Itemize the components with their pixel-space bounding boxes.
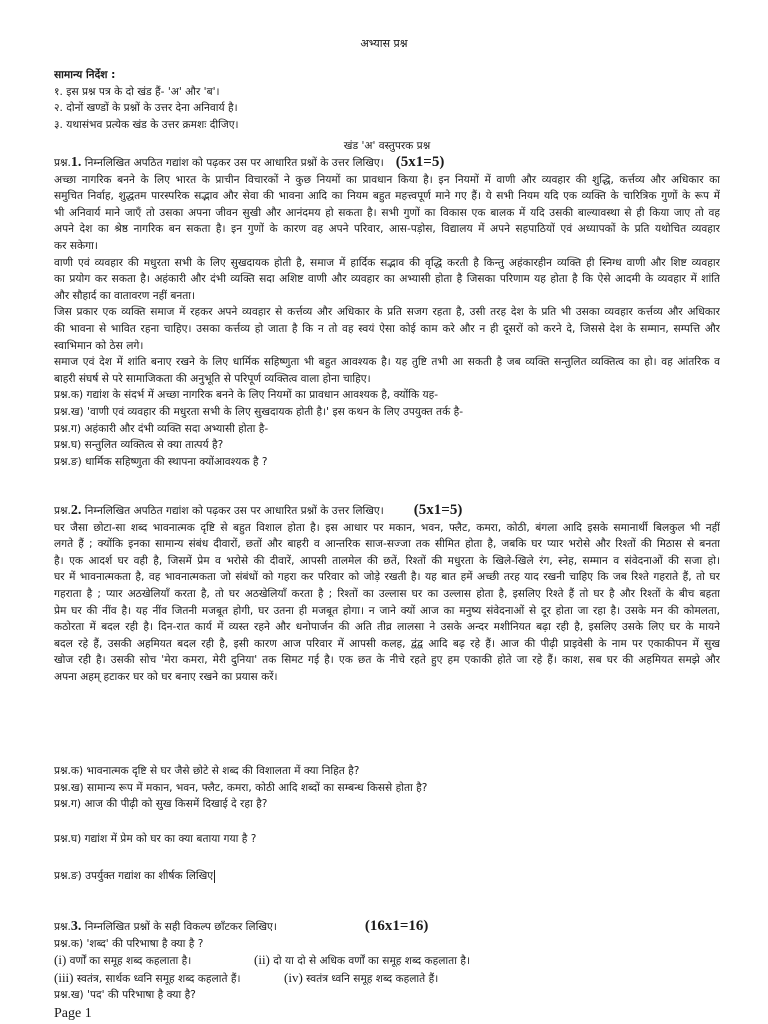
question-prefix: प्रश्न. <box>54 505 71 517</box>
general-instructions <box>54 67 720 133</box>
question-3-heading <box>54 918 720 936</box>
passage-line: समुचित निर्वाह, शुद्धतम पारस्परिक सद्भाव और सेवा की भावना आदि का नियम बहुत महत्त्वपूर्ण माने गए हैं। ये सभी नियम यदि एक व्यक्ति के चारित्रिक गुणों के रूप में <box>54 190 720 203</box>
passage-line: घर में भावनात्मकता है, वह भावनात्मकता जो संबंधों को गहरा कर परिवार को जोड़े रखती है। यह बात हमें अच्छी तरह याद रखनी चाहिए कि जब रिश्ते गहराते हैं, तो घर <box>54 571 720 584</box>
question-text: निम्नलिखित अपठित गद्यांश को पढ़कर उस पर आधारित प्रश्नों के उत्तर लिखिए। <box>81 157 384 169</box>
question-1 <box>54 154 720 470</box>
option-item <box>54 952 254 970</box>
question-text: निम्नलिखित प्रश्नों के सही विकल्प छाँटकर लिखिए। <box>81 921 277 933</box>
sub-question: प्रश्न.ग) आज की पीढ़ी को सुख किसमें दिखाई दे रहा है? <box>54 798 268 811</box>
passage-line: गहराता है ; प्यार अठखेलियाँ करता है, तो घर अठखेलियाँ करता है ; रिश्तों का उल्लास घर का उल्लास होता है, इसलिए रिश्ते हैं तो घर है और रिश्तों के बीच बहता <box>54 587 720 600</box>
option-item <box>284 970 438 988</box>
sub-question: प्रश्न.ख) 'वाणी एवं व्यवहार की मधुरता सभी के लिए सुखदायक होती है।' इस कथन के लिए उपयुक्त तर्क है- <box>54 405 464 418</box>
question-number: 1. <box>70 155 82 170</box>
option-label: (i) <box>54 952 67 968</box>
sub-question: प्रश्न.ख) सामान्य रूप में मकान, भवन, फ्लैट, कमरा, कोठी आदि शब्दों का सम्बन्ध किससे होता है? <box>54 781 428 794</box>
section-a-heading: खंड 'अ' वस्तुपरक प्रश्न <box>343 140 431 152</box>
option-label: (iv) <box>284 969 303 985</box>
option-text: स्वतंत्र ध्वनि समूह शब्द कहलाते हैं। <box>302 972 439 985</box>
passage-line: घर जैसा छोटा-सा शब्द भावनात्मक दृष्टि से बहुत विशाल होता है। इस आधार पर मकान, भवन, फ्लैट, कमरा, कोठी, बंगला आदि इसके समानार्थी बिलकुल भी नहीं <box>54 521 720 534</box>
option-label: (iii) <box>54 969 74 985</box>
option-item <box>254 952 470 970</box>
question-3 <box>54 918 720 1004</box>
sub-question: प्रश्न.ख) 'पद' की परिभाषा है क्या है? <box>54 989 196 1002</box>
passage-line: प्रेम घर की नींव है। यह नींव जितनी मजबूत होगी, घर उतना ही मजबूत होगा। न जाने क्यों आज का मनुष्य संवेदनाओं से दूर होता जा रहा है। उसके मन की कोमलता, <box>54 604 720 617</box>
sub-question: प्रश्न.क) भावनात्मक दृष्टि से घर जैसे छोटे से शब्द की विशालता में क्या निहित है? <box>54 765 360 777</box>
question-text: निम्नलिखित अपठित गद्यांश को पढ़कर उस पर आधारित प्रश्नों के उत्तर लिखिए। <box>81 505 384 517</box>
instruction-item: २. दोनों खण्डों के प्रश्नों के उत्तर देना अनिवार्य है। <box>54 102 238 115</box>
passage-line: कठोरता में बदल रही है। दिन-रात कार्य में व्यस्त रहने और धनोपार्जन की अति तीव्र लालसा ने उसके अन्दर मशीनियत बढ़ा रही है, इसलिए उसके लिए घर के मायने <box>54 621 720 634</box>
option-label: (ii) <box>254 952 270 968</box>
general-instructions-heading: सामान्य निर्देश : <box>54 69 116 81</box>
passage-line: अपना अहम् हटाकर घर को घर बनाए रखने का प्रयास करें। <box>54 670 278 683</box>
sub-question: प्रश्न.क) गद्यांश के संदर्भ में अच्छा नागरिक बनने के लिए नियमों का प्रावधान आवश्यक है, क्योंकि यह- <box>54 389 439 402</box>
passage-line: और सौहार्द का वातावरण नहीं बनता। <box>54 289 196 302</box>
question-number: 3. <box>70 919 82 934</box>
option-text: वर्णों का समूह शब्द कहलाता है। <box>66 955 192 968</box>
passage-line: का प्रयोग कर सकता है। अहंकारी और दंभी व्यक्ति सदा अशिष्ट वाणी और व्यवहार का अभ्यासी होता है जिसका परिणाम यह होता है कि ऐसे आदमी के व्यवहार में शांति <box>54 273 720 286</box>
title-question <box>54 868 720 885</box>
passage-line: अपने देश का श्रेष्ठ नागरिक बन सकता है। इन गुणों के कारण वह अपने परिवार, आस-पड़ोस, विद्यालय में अपने सहपाठियों एवं अध्यापकों के प्रति यथोचित व्यवहार <box>54 223 720 236</box>
text-cursor <box>214 870 215 883</box>
sub-question: प्रश्न.ङ) उपर्युक्त गद्यांश का शीर्षक लिखिए <box>54 870 214 882</box>
passage-line: समाज एवं देश में शांति बनाए रखने के लिए धार्मिक सहिष्णुता भी बहुत आवश्यक है। यह तुष्टि तभी आ सकती है जब व्यक्ति सन्तुलित व्यक्तित्व का हो। वह आंतरिक व <box>54 356 720 369</box>
option-row <box>54 970 720 988</box>
passage-line: कर सकेगा। <box>54 239 98 252</box>
question-2 <box>54 502 720 686</box>
passage-line: अच्छा नागरिक बनने के लिए भारत के प्राचीन विचारकों ने कुछ नियमों का प्रावधान किया है। इन नियमों में वाणी और व्यवहार की शुद्धि, कर्त्तव्य और अधिकार का <box>54 173 720 186</box>
marks-label: (5x1=5) <box>413 502 463 518</box>
question-2-heading <box>54 502 720 520</box>
passage-line: जिस प्रकार एक व्यक्ति समाज में रहकर अपने व्यवहार से कर्त्तव्य और अधिकार के प्रति सजग रहता है, उसी तरह देश के प्रति भी उसका व्यवहार कर्त्तव्य और अधिकार <box>54 306 720 319</box>
instruction-item: १. इस प्रश्न पत्र के दो खंड हैं- 'अ' और 'ब'। <box>54 85 220 98</box>
passage-line: बाहरी संघर्ष से परे सामाजिकता की अनुभूति से परिपूर्ण व्यक्तित्व वाला होना चाहिए। <box>54 372 371 385</box>
page-number: Page 1 <box>54 1006 92 1021</box>
instruction-item: ३. यथासंभव प्रत्येक खंड के उत्तर क्रमशः दीजिए। <box>54 118 239 131</box>
passage-line: वाणी एवं व्यवहार की मधुरता सभी के लिए सुखदायक होती है, समाज में हार्दिक सद्भाव की वृद्धि करती है किन्तु अहंकारहीन व्यक्ति ही स्निग्ध वाणी और शिष्ट व्यवहार <box>54 256 720 269</box>
option-row <box>54 952 720 970</box>
marks-label: (16x1=16) <box>364 918 429 934</box>
passage-line: है। एक आदर्श घर वही है, जिसमें प्रेम व भरोसे की दीवारें, आपसी तालमेल की छतें, रिश्तों की मधुरता के खिले-खिले रंग, स्नेह, सम्मान व संवेदनाओं की सजा हो। <box>54 554 720 567</box>
passage-line: लगते हैं ; क्योंकि इनका सामान्य संबंध दीवारों, छतों और बाहरी व आन्तरिक साज-सज्जा तक सीमित होता है, जबकि घर प्यार भरोसे और रिश्तों की मिठास से बनता <box>54 538 720 551</box>
passage-line: बदल रहे हैं, उसकी अहमियत बदल रही है, इसी कारण आज परिवार में आपसी कलह, द्वंद्व आदि बढ़ रहे हैं। आज की पीढ़ी प्राइवेसी के नाम पर एकाकीपन में सुख <box>54 637 720 650</box>
sub-question: प्रश्न.घ) सन्तुलित व्यक्तित्व से क्या तात्पर्य है? <box>54 439 224 452</box>
question-prefix: प्रश्न. <box>54 921 71 933</box>
option-text: दो या दो से अधिक वर्णों का समूह शब्द कहलाता है। <box>269 955 470 968</box>
passage-line: भी अनिवार्य माने जाएँ तो उसका अपना जीवन सुखी और आनंदमय हो सकता है। सभी गुणों का विकास एक बालक में यदि उसकी बाल्यावस्था से ही किया जाए तो वह <box>54 206 720 219</box>
sub-question: प्रश्न.ङ) धार्मिक सहिष्णुता की स्थापना क्योंआवश्यक है ? <box>54 455 268 468</box>
option-text: स्वतंत्र, सार्थक ध्वनि समूह शब्द कहलाते हैं। <box>73 972 241 985</box>
marks-label: (5x1=5) <box>395 154 445 170</box>
sub-question: प्रश्न.ग) अहंकारी और दंभी व्यक्ति सदा अभ्यासी होता है- <box>54 422 269 435</box>
sub-question: प्रश्न.क) 'शब्द' की परिभाषा है क्या है ? <box>54 937 204 950</box>
page-title: अभ्यास प्रश्न <box>360 37 408 50</box>
question-2-subquestions <box>54 763 720 813</box>
sub-question: प्रश्न.घ) गद्यांश में प्रेम को घर का क्या बताया गया है ? <box>54 833 257 845</box>
passage-line: की भावना से भावित रहना चाहिए। उसका कर्त्तव्य हो जाता है कि न तो वह स्वयं ऐसा कोई काम करे और न ही दूसरों को करने दे, जिससे देश के सम्मान, सम्पत्ति और <box>54 322 720 335</box>
option-item <box>54 970 284 988</box>
question-1-heading <box>54 154 720 172</box>
question-prefix: प्रश्न. <box>54 157 71 169</box>
passage-line: खोज रही है। उसकी सोच 'मेरा कमरा, मेरी दुनिया' तक सिमट गई है। एक छत के नीचे रहते हुए हम एकाकी होते जा रहे हैं। काश, सब घर की अहमियत समझे और <box>54 654 720 667</box>
question-number: 2. <box>70 503 82 518</box>
passage-line: स्वाभिमान को ठेस लगे। <box>54 339 144 352</box>
